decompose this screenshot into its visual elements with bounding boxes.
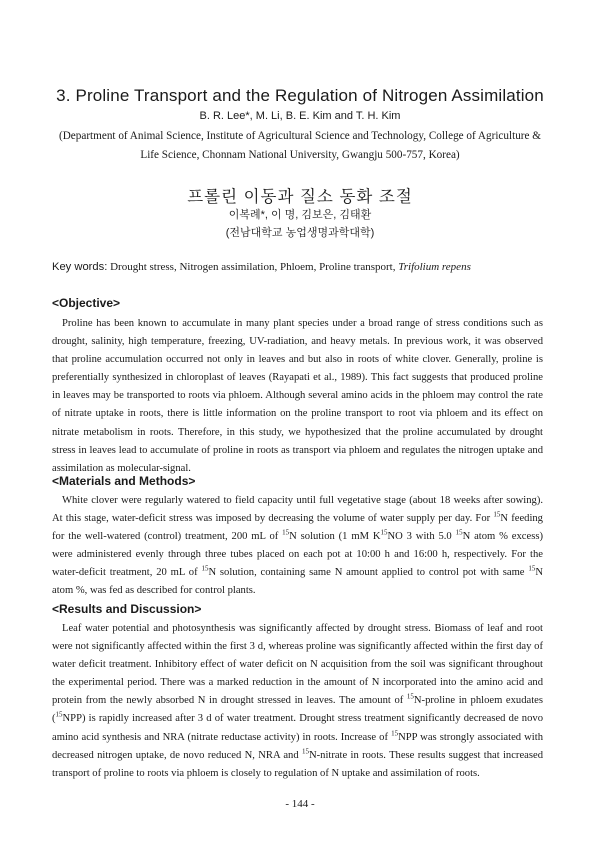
korean-affiliation: (전남대학교 농업생명과학대학): [225, 227, 375, 239]
page-number: - 144 -: [285, 798, 315, 810]
results-text-4: NPP was strongly associated with decreased nitrogen uptake, de novo reduced N, NRA and: [52, 731, 543, 761]
objective-text: Proline has been known to accumulate in many plant species under a broad range of stress conditions such as drought, salinity, high temperature, freezing, UV-radiation, and heavy metals. In previous work, it was observed that proline accumulation occurred not only in leaves and but also in roots of white clover. Generally, proline is preferentially synthesized in chloroplast of leaves (Rayapati et al., 1989). This fact suggests that produced proline in leaves may be transported to roots via phloem. Although several amino acids in the phloem may control the rate of nitrate uptake in roots, there is little information on the proline transport to root via phloem and its effect on nitrate metabolism in roots. Therefore, in this study, we hypothesized that the proline accumulated by drought stress in leaves lead to accumulate of proline in roots as transport via phloem and regulates the nitrogen uptake and assimilation as molecular-signal.: [52, 318, 543, 474]
keywords-label: Key words:: [52, 261, 108, 273]
author-list: B. R. Lee*, M. Li, B. E. Kim and T. H. Kim: [199, 110, 401, 122]
results-text-1: Leaf water potential and photosynthesis was significantly affected by drought stress. Biomass of leaf and root were not significantly affected within the first 3 d, whereas proline was significantly affected within the first day of water deficit treatment. Inhibitory effect of water deficit on N acquisition from the soil was significant throughout the experimental period. There was a marked reduction in the amount of N incorporated into the amino acid and protein from the newly absorbed N in drought stressed in leaves. The amount of: [52, 623, 543, 707]
results-text-5: N-nitrate in roots. These results suggest that increased transport of proline to roots via phloem is closely to regulation of N uptake and assimilation of roots.: [52, 749, 543, 779]
methods-text-1: White clover were regularly watered to field capacity until full vegetative stage (about 18 weeks after sowing). At this stage, water-deficit stress was imposed by decreasing the volume of water supply per day. For: [52, 495, 543, 525]
paper-title: 3. Proline Transport and the Regulation of Nitrogen Assimilation: [56, 86, 544, 105]
isotope-superscript: 15: [380, 528, 388, 537]
results-text-3: NPP) is rapidly increased after 3 d of water treatment. Drought stress treatment significantly decreased de novo amino acid synthesis and NRA (nitrate reductase activity) in roots. Increase of: [52, 713, 543, 743]
results-text-2: N-proline in phloem exudates (: [52, 695, 543, 725]
methods-text-4: NO 3 with 5.0: [387, 531, 456, 543]
affiliation: [48, 127, 552, 165]
isotope-superscript: 15: [391, 729, 399, 738]
objective-heading: <Objective>: [52, 296, 121, 310]
methods-text-5: N atom % excess) were administered evenly through three tubes placed on each pot at 10:00 h and 16:00 h, respectively. For the water-deficit treatment, 20 mL of: [52, 531, 543, 579]
isotope-superscript: 15: [301, 747, 309, 756]
korean-author-list: 이복례*, 이 명, 김보은, 김태환: [228, 209, 372, 221]
affiliation-line-1: (Department of Animal Science, Institute of Agricultural Science and Technology, College of Agriculture &: [58, 130, 541, 142]
keywords-text: Drought stress, Nitrogen assimilation, Phloem, Proline transport,: [107, 261, 399, 273]
methods-heading: <Materials and Methods>: [52, 474, 196, 488]
keywords-species: Trifolium repens: [398, 261, 471, 273]
korean-title: 프롤린 이동과 질소 동화 조절: [187, 188, 413, 206]
isotope-superscript: 15: [406, 692, 414, 701]
methods-paragraph: [52, 492, 543, 601]
isotope-superscript: 15: [493, 510, 501, 519]
results-paragraph: [52, 620, 543, 783]
methods-text-6: N solution, containing same N amount applied to control pot with same: [208, 567, 529, 579]
isotope-superscript: 15: [282, 528, 290, 537]
keywords-line: [52, 261, 560, 273]
isotope-superscript: 15: [455, 528, 463, 537]
methods-text-2: N feeding for the well-watered (control) treatment, 200 mL of: [52, 513, 543, 543]
isotope-superscript: 15: [55, 710, 63, 719]
methods-text-3: N solution (1 mM K: [289, 531, 381, 543]
results-heading: <Results and Discussion>: [52, 602, 202, 616]
affiliation-line-2: Life Science, Chonnam National University, Gwangju 500-757, Korea): [140, 149, 460, 161]
isotope-superscript: 15: [201, 564, 209, 573]
isotope-superscript: 15: [528, 564, 536, 573]
objective-paragraph: [52, 315, 543, 478]
methods-text-7: N atom %, was fed as described for control plants.: [52, 567, 544, 597]
